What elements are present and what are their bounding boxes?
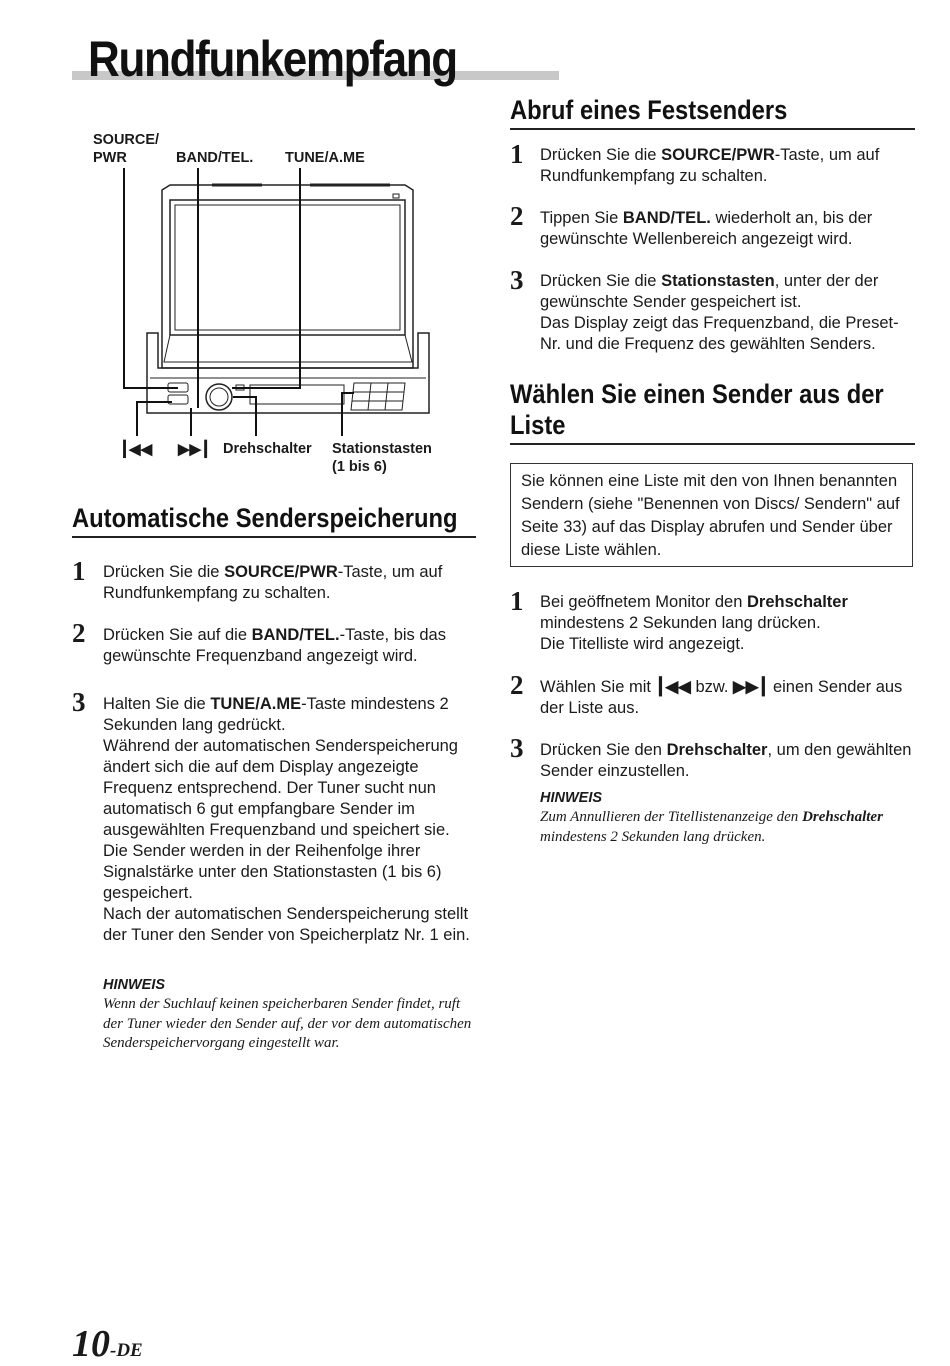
- previous-track-icon: ┃◀◀: [120, 441, 153, 458]
- previous-track-icon: ┃◀◀: [655, 678, 691, 696]
- step-text: Bei geöffnetem Monitor den Drehschalter mindestens 2 Sekunden lang drücken. Die Titelliste wird angezeigt.: [540, 593, 848, 653]
- step-text: Wählen Sie mit ┃◀◀ bzw. ▶▶┃ einen Sender aus der Liste aus.: [540, 678, 903, 717]
- note-text: Wenn der Suchlauf keinen speicherbaren Sender findet, ruft der Tuner wieder den Sender auf, der vor dem automatischen Senderspeichervorgang eingestellt war.: [103, 996, 472, 1051]
- note-heading: HINWEIS: [103, 977, 166, 993]
- label-source-pwr: SOURCE/ PWR: [93, 132, 160, 166]
- step-text: Halten Sie die TUNE/A.ME-Taste mindestens 2 Sekunden lang gedrückt. Während der automatischen Senderspeicherung ändert sich die auf dem Display angezeigte Frequenz entsprechend. Der Tuner sucht nun automatisch 6 gut empfangbare Sender im ausgewählten Frequenzband und speichert sie. Die Sender werden in der Reihenfolge ihrer Signalstärke unter den Stationstasten (1 bis 6) gespeichert. Nach der automatischen Senderspeicherung stellt der Tuner den Sender von Speicherplatz Nr. 1 ein.: [103, 695, 470, 944]
- step-number: 3: [72, 687, 86, 717]
- page-number: 10-DE: [72, 1323, 143, 1365]
- section-rule: [510, 443, 915, 445]
- step-number: 3: [510, 265, 524, 295]
- step-number: 1: [72, 556, 86, 586]
- label-stationstasten: Stationstasten (1 bis 6): [332, 441, 432, 475]
- step-number: 2: [510, 670, 524, 700]
- section-rule: [72, 536, 476, 538]
- info-box: Sie können eine Liste mit den von Ihnen benannten Sendern (siehe "Benennen von Discs/ Sendern" auf Seite 33) auf das Display abrufen und Sender über diese Liste wählen.: [510, 463, 913, 567]
- step-text: Tippen Sie BAND/TEL. wiederholt an, bis der gewünschte Wellenbereich angezeigt wird.: [540, 209, 873, 248]
- label-drehschalter: Drehschalter: [223, 441, 312, 457]
- step-number: 2: [510, 201, 524, 231]
- next-track-icon: ▶▶┃: [733, 678, 769, 696]
- label-tune-ame: TUNE/A.ME: [285, 150, 365, 166]
- next-track-icon: ▶▶┃: [178, 441, 211, 458]
- step-number: 1: [510, 586, 524, 616]
- section-heading-preset: Abruf eines Festsenders: [510, 95, 788, 125]
- section-heading-auto: Automatische Senderspeicherung: [72, 503, 458, 533]
- step-number: 1: [510, 139, 524, 169]
- step-text: Drücken Sie auf die BAND/TEL.-Taste, bis das gewünschte Frequenzband angezeigt wird.: [103, 626, 446, 665]
- note-heading: HINWEIS: [540, 790, 603, 806]
- step-number: 3: [510, 733, 524, 763]
- step-number: 2: [72, 618, 86, 648]
- step-text: Drücken Sie die SOURCE/PWR-Taste, um auf Rundfunkempfang zu schalten.: [103, 563, 443, 602]
- step-text: Drücken Sie den Drehschalter, um den gewählten Sender einzustellen.: [540, 741, 912, 780]
- section-rule: [510, 128, 915, 130]
- step-text: Drücken Sie die SOURCE/PWR-Taste, um auf Rundfunkempfang zu schalten.: [540, 146, 880, 185]
- label-band-tel: BAND/TEL.: [176, 150, 254, 166]
- page-title: Rundfunkempfang: [88, 31, 457, 87]
- step-text: Drücken Sie die Stationstasten, unter der der gewünschte Sender gespeichert ist. Das Display zeigt das Frequenzband, die Preset-Nr. und die Frequenz des gewählten Senders.: [540, 272, 899, 353]
- section-heading-list: Wählen Sie einen Sender aus der Liste: [510, 379, 884, 440]
- note-text: Zum Annullieren der Titellistenanzeige den Drehschalter mindestens 2 Sekunden lang drücken.: [540, 809, 883, 845]
